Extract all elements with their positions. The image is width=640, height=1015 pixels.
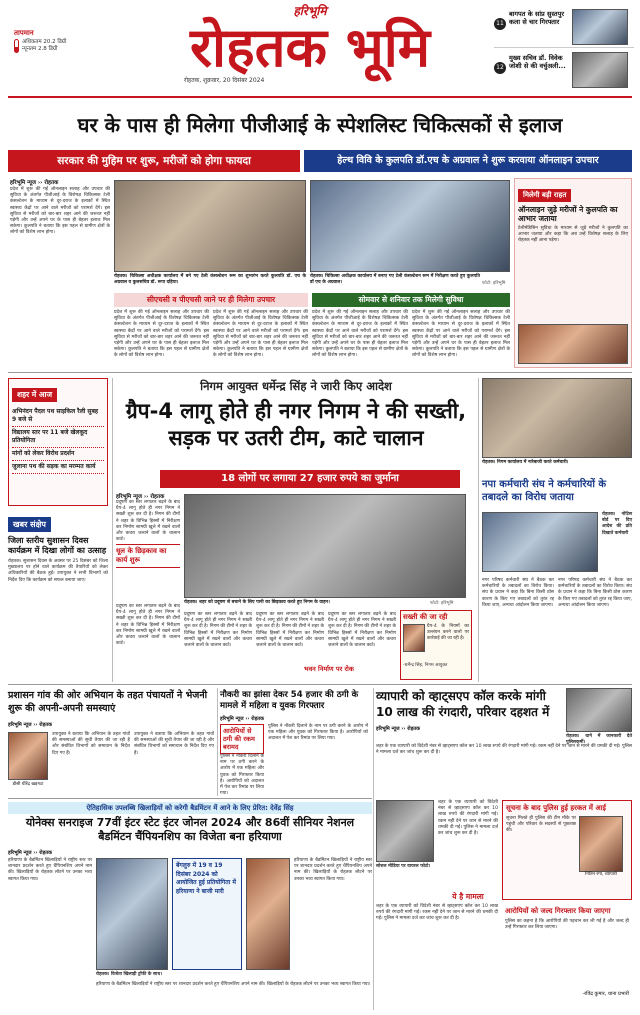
teaser-box [494,6,634,92]
prashasan-body-2: उपायुक्त ने बताया कि अभियान के तहत गांवों की समस्याओं की सूची तैयार की जा रही है और संबंधित विभागों को समाधान के निर्देश दिए गए हैं। [134,732,214,756]
suchna-box [502,800,632,900]
nigam-body-col1: प्रदूषण का स्तर लगातार बढ़ने के बाद ग्रैप-4 लागू होते ही नगर निगम ने सख्ती शुरू कर दी है। निगम की टीमों ने शहर के विभिन्न हिस्सों में निरीक्षण कर निर्माण सामग्री खुले में रखने वालों और कचरा जलाने वालों के चालान काटे। [116,500,180,543]
lead-photo-1 [114,180,306,272]
napa-photo-top [482,378,632,458]
quote-name: -धर्मेन्द्र सिंह, निगम आयुक्त [403,663,448,668]
badminton-photo-2 [246,858,290,970]
napa-body-col1: नगर परिषद कर्मचारी संघ ने बैठक कर कर्मचारियों के तबादलों का विरोध किया। संघ के प्रधान ने कहा कि बिना किसी ठोस कारण के किए गए तबादलों को तुरंत रद्द किया जाए, अन्यथा आंदोलन किया जाएगा। [482,578,554,608]
quote-body: ग्रैप-4 के नियमों का उल्लंघन करने वालों पर कार्रवाई की जा रही है। [427,624,469,642]
side-box-tag: मिलेगी बड़ी राहत [518,189,571,202]
napa-photo-mid [482,512,598,572]
lead-band-right: सोमवार से शनिवार तक मिलेगी सुविधा [312,293,510,307]
badminton-headline: योनेक्स सनराइज 77वीं इंटर स्टेट इंटर जोनल 2024 और 86वीं सीनियर नेशनल बैडमिंटन चैंपियनशिप का विजेता बना हरियाणा [25,816,355,843]
dateline: रोहतक, शुक्रवार, 20 दिसंबर 2024 [184,77,265,84]
napa-caption-top: रोहतक। निगम कार्यालय में नारेबाजी करते कर्मचारी। [482,460,569,465]
prashasan-name: डीसी धीरेंद्र खड़गटा [12,782,44,787]
nigam-credit: फोटो: हरिभूमि [430,601,454,606]
side-box [514,178,632,368]
suchna-name: नितिन रंगा, व्यापारी [585,872,617,877]
badminton-body-3: हरियाणा के बैडमिंटन खिलाड़ियों ने राष्ट्रीय स्तर पर शानदार प्रदर्शन करते हुए चैंपियनशिप अपने नाम की। खिलाड़ियों के रोहतक लौटने पर उनका भव्य स्वागत किया गया। [96,982,371,987]
badminton-body-1: हरियाणा के बैडमिंटन खिलाड़ियों ने राष्ट्रीय स्तर पर शानदार प्रदर्शन करते हुए चैंपियनशिप अपने नाम की। खिलाड़ियों के रोहतक लौटने पर उनका भव्य स्वागत किया गया। [8,858,92,882]
prashasan-avatar [8,732,48,780]
vyapari-mid-head: ये है मामला [452,892,484,901]
badminton-byline: हरिभूमि न्यूज ›› रोहतक [8,850,52,856]
vyapari-photo [566,688,632,732]
nigam-body-col2: प्रदूषण का स्तर लगातार बढ़ने के बाद ग्रैप-4 लागू होते ही नगर निगम ने सख्ती शुरू कर दी है। निगम की टीमों ने शहर के विभिन्न हिस्सों में निरीक्षण कर निर्माण सामग्री खुले में रखने वालों और कचरा जलाने वालों के चालान काटे। [116,604,180,647]
lead-caption-left: रोहतक। चिकित्सा अधीक्षक कार्यालय में बने गए टेली कंसल्टेशन रूम का शुभारंभ करते कुलपति डॉ. एच के अग्रवाल व कुलसचिव डॉ. रूपा दहिया। [114,274,306,286]
suchna-heading: सूचना के बाद पुलिस हुई हरकत में आई [506,804,606,812]
side-box-photo [518,324,628,364]
teaser-page-badge: 11 [494,18,506,30]
vyapari-headline: व्यापारी को व्हाट्सएप कॉल करके मांगी 10 लाख की रंगदारी, परिवार दहशत में [376,689,550,719]
column-divider [217,688,218,796]
lead-photo-2 [310,180,510,272]
aropi-box [502,904,632,1008]
sankshep-heading: जिला स्तरीय सुशासन दिवस कार्यक्रम में दिखा लोगों का उत्साह [8,536,107,555]
nigam-headline: ग्रैप-4 लागू होते ही नगर निगम ने की सख्ती, सड़क पर उतरी टीम, काटे चालान [125,399,467,450]
napa-headline: नपा कर्मचारी संघ ने कर्मचारियों के तबादले का विरोध जताया [482,479,607,503]
aropi-name: -रविंद्र कुमार, थाना प्रभारी [582,991,629,997]
nigam-body-col3: प्रदूषण का स्तर लगातार बढ़ने के बाद ग्रैप-4 लागू होते ही नगर निगम ने सख्ती शुरू कर दी है। निगम की टीमों ने शहर के विभिन्न हिस्सों में निरीक्षण कर निर्माण सामग्री खुले में रखने वालों और कचरा जलाने वालों के चालान काटे। [184,612,252,649]
nigam-body-col5: प्रदूषण का स्तर लगातार बढ़ने के बाद ग्रैप-4 लागू होते ही नगर निगम ने सख्ती शुरू कर दी है। निगम की टीमों ने शहर के विभिन्न हिस्सों में निरीक्षण कर निर्माण सामग्री खुले में रखने वालों और कचरा जलाने वालों के चालान काटे। [328,612,396,649]
teaser-photo [572,9,628,45]
section-rule [8,798,372,799]
vyapari-caption: रोहतक। थाने में जानकारी देते पुलिसकर्मी। [566,734,632,746]
lead-body-col3: प्रदेश में शुरू की गई ऑनलाइन सलाह और उपचार की सुविधा के अंतर्गत पीजीआई के विशेषज्ञ चिकित्सक टेली कंसल्टेशन के माध्यम से दूर-दराज के इलाकों में स्थित स्वास्थ्य केंद्रों पर आने वाले मरीजों को परामर्श देंगे। इस सुविधा से मरीजों को बार-बार शहर आने की जरूरत नहीं पड़ेगी और उन्हें अपने घर के पास ही बेहतर इलाज मिल सकेगा। कुलपति ने बताया कि इस पहल से ग्रामीण क्षेत्रों के लोगों को विशेष लाभ होगा। [213,310,308,359]
lead-body-col5: प्रदेश में शुरू की गई ऑनलाइन सलाह और उपचार की सुविधा के अंतर्गत पीजीआई के विशेषज्ञ चिकित्सक टेली कंसल्टेशन के माध्यम से दूर-दराज के इलाकों में स्थित स्वास्थ्य केंद्रों पर आने वाले मरीजों को परामर्श देंगे। इस सुविधा से मरीजों को बार-बार शहर आने की जरूरत नहीं पड़ेगी और उन्हें अपने घर के पास ही बेहतर इलाज मिल सकेगा। कुलपति ने बताया कि इस पहल से ग्रामीण क्षेत्रों के लोगों को विशेष लाभ होगा। [412,310,510,359]
naukri-body-1: पुलिस ने नौकरी दिलाने के नाम पर ठगी करने के आरोप में एक महिला और युवक को गिरफ्तार किया है। आरोपियों को अदालत में पेश कर रिमांड पर लिया गया। [268,724,368,742]
lead-byline: हरिभूमि न्यूज ›› रोहतक [10,180,59,186]
sankshep-body: रोहतक। सुशासन दिवस के अवसर पर 25 दिसंबर को जिला मुख्यालय पर होने वाले कार्यक्रम की तैयारियों को लेकर अधिकारियों की बैठक हुई। उपायुक्त ने सभी विभागों को निर्देश दिए कि कार्यक्रम को सफल बनाया जाए। [8,559,108,583]
quote-box [400,610,472,680]
naukri-headline: नौकरी का झांसा देकर 54 हजार की ठगी के मामले में महिला व युवक गिरफ्तार [220,690,359,711]
list-item: अभिनंदन पैदल पथ साइकिल रैली सुबह 9 बजे से [12,406,104,427]
suchna-body: सूचना मिलते ही पुलिस की टीम मौके पर पहुंची और परिवार के सदस्यों से पूछताछ की। [506,816,576,834]
nigam-caption: रोहतक। शहर को प्रदूषण से बचाने के लिए पानी का छिड़काव करते हुए निगम के वाहन। [184,600,330,605]
lead-body-col4: प्रदेश में शुरू की गई ऑनलाइन सलाह और उपचार की सुविधा के अंतर्गत पीजीआई के विशेषज्ञ चिकित्सक टेली कंसल्टेशन के माध्यम से दूर-दराज के इलाकों में स्थित स्वास्थ्य केंद्रों पर आने वाले मरीजों को परामर्श देंगे। इस सुविधा से मरीजों को बार-बार शहर आने की जरूरत नहीं पड़ेगी और उन्हें अपने घर के पास ही बेहतर इलाज मिल सकेगा। कुलपति ने बताया कि इस पहल से ग्रामीण क्षेत्रों के लोगों को विशेष लाभ होगा। [312,310,408,359]
napa-body-col2: नगर परिषद कर्मचारी संघ ने बैठक कर कर्मचारियों के तबादलों का विरोध किया। संघ के प्रधान ने कहा कि बिना किसी ठोस कारण के किए गए तबादलों को तुरंत रद्द किया जाए, अन्यथा आंदोलन किया जाएगा। [558,578,632,608]
photo-credit: फोटो: हरिभूमि [482,281,506,286]
nigam-body-col4: प्रदूषण का स्तर लगातार बढ़ने के बाद ग्रैप-4 लागू होते ही नगर निगम ने सख्ती शुरू कर दी है। निगम की टीमों ने शहर के विभिन्न हिस्सों में निरीक्षण कर निर्माण सामग्री खुले में रखने वालों और कचरा जलाने वालों के चालान काटे। [256,612,324,649]
badminton-box: बेंगलुरु में 19 व 19 दिसंबर 2024 को आयोजित हुई प्रतियोगिता में हरियाणा ने बाजी मारी [172,858,242,970]
aropi-body: पुलिस का कहना है कि आरोपियों की पहचान कर ली गई है और जल्द ही उन्हें गिरफ्तार कर लिया जाएगा। [505,919,629,931]
nigam-byline: हरिभूमि न्यूज ›› रोहतक [116,494,165,500]
list-item: मांगों को लेकर विरोध प्रदर्शन [12,448,104,461]
vyapari-body-mid: शहर के एक व्यापारी को विदेशी नंबर से व्हाट्सएप कॉल कर 10 लाख रुपये की रंगदारी मांगी गई। रकम नहीं देने पर जान से मारने की धमकी दी गई। पुलिस ने मामला दर्ज कर जांच शुरू कर दी है। [438,800,498,837]
vyapari-byline: हरिभूमि न्यूज ›› रोहतक [376,726,420,732]
naukri-side: आरोपियों से ठगी की रकम बरामद [220,724,264,754]
masthead-rule [8,96,632,98]
badminton-kicker: ऐतिहासिक उपलब्धि खिलाड़ियों को करेगी बैडमिंटन में आने के लिए प्रेरित: देवेंद्र सिंह [8,802,372,814]
brand-small: हरिभूमि [293,4,327,18]
section-rule [8,372,632,373]
vyapari-body-low: शहर के एक व्यापारी को विदेशी नंबर से व्हाट्सएप कॉल कर 10 लाख रुपये की रंगदारी मांगी गई। रकम नहीं देने पर जान से मारने की धमकी दी गई। पुलिस ने मामला दर्ज कर जांच शुरू कर दी है। [376,904,498,922]
prashasan-headline: प्रशासन गांव की ओर अभियान के तहत पंचायतों ने भेजनी शुरू की अपनी-अपनी समस्याएं [8,690,208,714]
nigam-pullquote: धूल के छिड़काव का कार्य शुरू [116,544,180,568]
lead-body-col1: प्रदेश में शुरू की गई ऑनलाइन सलाह और उपचार की सुविधा के अंतर्गत पीजीआई के विशेषज्ञ चिकित्सक टेली कंसल्टेशन के माध्यम से दूर-दराज के इलाकों में स्थित स्वास्थ्य केंद्रों पर आने वाले मरीजों को परामर्श देंगे। इस सुविधा से मरीजों को बार-बार शहर आने की जरूरत नहीं पड़ेगी और उन्हें अपने घर के पास ही बेहतर इलाज मिल सकेगा। कुलपति ने बताया कि इस पहल से ग्रामीण क्षेत्रों के लोगों को विशेष लाभ होगा। [10,187,110,236]
side-box-body: टेलीमेडिसिन सुविधा के माध्यम से जुड़े मरीजों ने कुलपति का आभार जताया और कहा कि अब उन्हें विशेषज्ञ सलाह के लिए रोहतक नहीं आना पड़ेगा। [518,226,628,244]
vyapari-body-top: शहर के एक व्यापारी को विदेशी नंबर से व्हाट्सएप कॉल कर 10 लाख रुपये की रंगदारी मांगी गई। रकम नहीं देने पर जान से मारने की धमकी दी गई। पुलिस ने मामला दर्ज कर जांच शुरू कर दी है। [376,744,632,756]
naukri-byline: हरिभूमि न्यूज ›› रोहतक [220,716,264,722]
vyapari-viral-photo [376,800,434,862]
vyapari-photo-caption: सोशल मीडिया पर वायरल फोटो। [376,864,431,869]
badminton-body-2: हरियाणा के बैडमिंटन खिलाड़ियों ने राष्ट्रीय स्तर पर शानदार प्रदर्शन करते हुए चैंपियनशिप अपने नाम की। खिलाड़ियों के रोहतक लौटने पर उनका भव्य स्वागत किया गया। [294,858,372,882]
lead-headline: घर के पास ही मिलेगा पीजीआई के स्पेशलिस्ट चिकित्सकों से इलाज [77,113,563,137]
side-box-heading: ऑनलाइन जुड़े मरीजों ने कुलपति का आभार जताया [518,205,618,223]
column-divider [112,378,113,682]
section-rule [8,684,632,685]
prashasan-body-1: उपायुक्त ने बताया कि अभियान के तहत गांवों की समस्याओं की सूची तैयार की जा रही है और संबंधित विभागों को समाधान के निर्देश दिए गए हैं। [52,732,130,756]
weather-label: तापमान [14,29,34,37]
prashasan-byline: हरिभूमि न्यूज ›› रोहतक [8,722,52,728]
napa-side-note: रोहतक। नोटिस बोर्ड पर दिए आदेश की प्रति दिखाते कर्मचारी [602,512,632,536]
teaser-link[interactable]: मुख्य सचिव डॉ. विवेक जोशी से की वर्चुअली... [509,54,566,70]
teaser-link[interactable]: बागपत के सांप्र सुस्तपुर कला से चार गिरफ्तार [509,10,564,26]
naukri-body-2: पुलिस ने नौकरी दिलाने के नाम पर ठगी करने के आरोप में एक महिला और युवक को गिरफ्तार किया है। आरोपियों को अदालत में पेश कर रिमांड पर लिया गया। [220,754,264,797]
badminton-caption: रोहतक। विजेता खिलाड़ी ट्रॉफी के साथ। [96,972,162,977]
list-item: जुलाना पथ की सड़क का मरम्मत कार्य [12,461,104,474]
masthead [140,4,480,88]
teaser-photo [572,52,628,88]
list-item: विद्यालय स्तर पर 11 बजे खेलकूद प्रतियोगिता [12,427,104,448]
column-divider [373,688,374,1010]
temp-min: न्यूनतम 2.8 डिग्री [22,46,58,52]
quote-title: सख्ती की जा रही [403,613,448,621]
nigam-photo [184,494,466,598]
thermometer-icon [14,39,19,53]
lead-caption-right: रोहतक। चिकित्सा अधीक्षक कार्यालय में बनाए गए टेली कंसल्टेशन रूम में निरीक्षण करते हुए कुलपति डॉ एच के अग्रवाल। [310,274,480,286]
nigam-kicker: निगम आयुक्त धर्मेन्द्र सिंह ने जारी किए आदेश [200,379,392,393]
column-divider [478,378,479,682]
sankshep-tag: खबर संक्षेप [8,517,51,532]
shahar-box [8,378,108,506]
page-title: रोहतक भूमि [189,15,431,79]
lead-body-col2: प्रदेश में शुरू की गई ऑनलाइन सलाह और उपचार की सुविधा के अंतर्गत पीजीआई के विशेषज्ञ चिकित्सक टेली कंसल्टेशन के माध्यम से दूर-दराज के इलाकों में स्थित स्वास्थ्य केंद्रों पर आने वाले मरीजों को परामर्श देंगे। इस सुविधा से मरीजों को बार-बार शहर आने की जरूरत नहीं पड़ेगी और उन्हें अपने घर के पास ही बेहतर इलाज मिल सकेगा। कुलपति ने बताया कि इस पहल से ग्रामीण क्षेत्रों के लोगों को विशेष लाभ होगा। [114,310,209,359]
shahar-tag: शहर में आज [12,388,57,402]
weather-box [14,30,94,66]
aropi-heading: आरोपियों को जल्द गिरफ्तार किया जाएगा [505,907,611,915]
lead-sub-left: सरकार की मुहिम पर शुरू, मरीजों को होगा फायदा [8,150,300,172]
teaser-page-badge: 12 [494,62,506,74]
quote-avatar [403,624,425,652]
badminton-photo-1 [96,858,168,970]
nigam-fine-band: 18 लोगों पर लगाया 27 हजार रुपये का जुर्माना [160,470,460,488]
nigam-sub-box: भवन निर्माण पर रोक [304,665,354,673]
lead-band-left: सीएचसी व पीएचसी जाने पर ही मिलेगा उपचार [114,293,308,307]
temp-max: अधिकतम 20.2 डिग्री [22,39,67,45]
lead-sub-right: हेल्थ विवि के कुलपति डॉ.एच के अग्रवाल ने शुरू करवाया ऑनलाइन उपचार [304,150,632,172]
suchna-avatar [579,816,623,872]
